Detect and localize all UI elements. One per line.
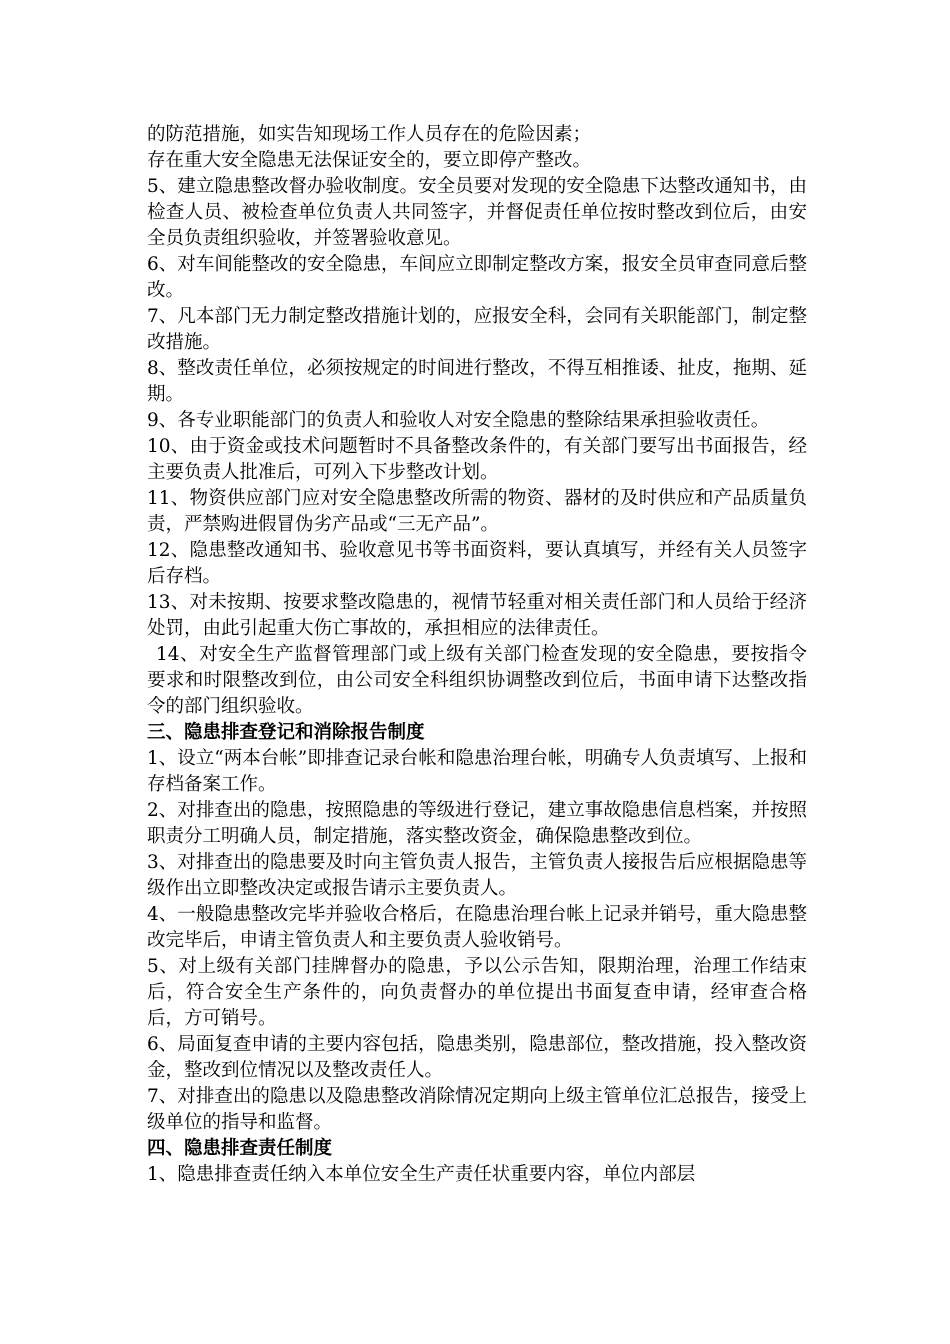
paragraph: 11、物资供应部门应对安全隐患整改所需的物资、器材的及时供应和产品质量负责，严禁购进假冒伪劣产品或“三无产品”。 xyxy=(147,488,807,535)
paragraph: 5、对上级有关部门挂牌督办的隐患，予以公示告知，限期治理，治理工作结束后，符合安全生产条件的，向负责督办的单位提出书面复查申请，经审查合格后，方可销号。 xyxy=(147,956,807,1029)
paragraph: 9、各专业职能部门的负责人和验收人对安全隐患的整除结果承担验收责任。 xyxy=(147,410,770,431)
paragraph: 10、由于资金或技术问题暂时不具备整改条件的，有关部门要写出书面报告，经主要负责人批准后，可列入下步整改计划。 xyxy=(147,436,807,483)
paragraph: 5、建立隐患整改督办验收制度。安全员要对发现的安全隐患下达整改通知书，由检查人员、被检查单位负责人共同签字，并督促责任单位按时整改到位后，由安全员负责组织验收，并签署验收意见。 xyxy=(147,176,807,249)
paragraph: 7、凡本部门无力制定整改措施计划的，应报安全科，会同有关职能部门，制定整改措施。 xyxy=(147,306,807,353)
paragraph: 4、一般隐患整改完毕并验收合格后，在隐患治理台帐上记录并销号，重大隐患整改完毕后，申请主管负责人和主要负责人验收销号。 xyxy=(147,904,807,951)
paragraph: 6、对车间能整改的安全隐患，车间应立即制定整改方案，报安全员审查同意后整改。 xyxy=(147,254,807,301)
section-heading-4: 四、隐患排查责任制度 xyxy=(147,1138,333,1159)
paragraph: 3、对排查出的隐患要及时向主管负责人报告，主管负责人接报告后应根据隐患等级作出立即整改决定或报告请示主要负责人。 xyxy=(147,852,807,899)
paragraph: 1、设立“两本台帐”即排查记录台帐和隐患治理台帐，明确专人负责填写、上报和存档备案工作。 xyxy=(147,748,807,795)
paragraph: 存在重大安全隐患无法保证安全的，要立即停产整改。 xyxy=(147,150,592,171)
section-heading-3: 三、隐患排查登记和消除报告制度 xyxy=(147,722,425,743)
document-body xyxy=(147,122,807,1188)
paragraph: 13、对未按期、按要求整改隐患的，视情节轻重对相关责任部门和人员给于经济处罚，由此引起重大伤亡事故的，承担相应的法律责任。 xyxy=(147,592,807,639)
paragraph: 12、隐患整改通知书、验收意见书等书面资料，要认真填写，并经有关人员签字后存档。 xyxy=(147,540,807,587)
paragraph: 6、局面复查申请的主要内容包括，隐患类别，隐患部位，整改措施，投入整改资金，整改到位情况以及整改责任人。 xyxy=(147,1034,807,1081)
paragraph: 7、对排查出的隐患以及隐患整改消除情况定期向上级主管单位汇总报告，接受上级单位的指导和监督。 xyxy=(147,1086,807,1133)
paragraph: 8、整改责任单位，必须按规定的时间进行整改，不得互相推诿、扯皮，拖期、延期。 xyxy=(147,358,807,405)
paragraph: 的防范措施，如实告知现场工作人员存在的危险因素； xyxy=(147,124,592,145)
paragraph: 14、对安全生产监督管理部门或上级有关部门检查发现的安全隐患，要按指令要求和时限整改到位，由公司安全科组织协调整改到位后，书面申请下达整改指令的部门组织验收。 xyxy=(147,644,807,717)
paragraph: 2、对排查出的隐患，按照隐患的等级进行登记，建立事故隐患信息档案，并按照职责分工明确人员，制定措施，落实整改资金，确保隐患整改到位。 xyxy=(147,800,807,847)
paragraph: 1、隐患排查责任纳入本单位安全生产责任状重要内容，单位内部层 xyxy=(147,1164,696,1185)
